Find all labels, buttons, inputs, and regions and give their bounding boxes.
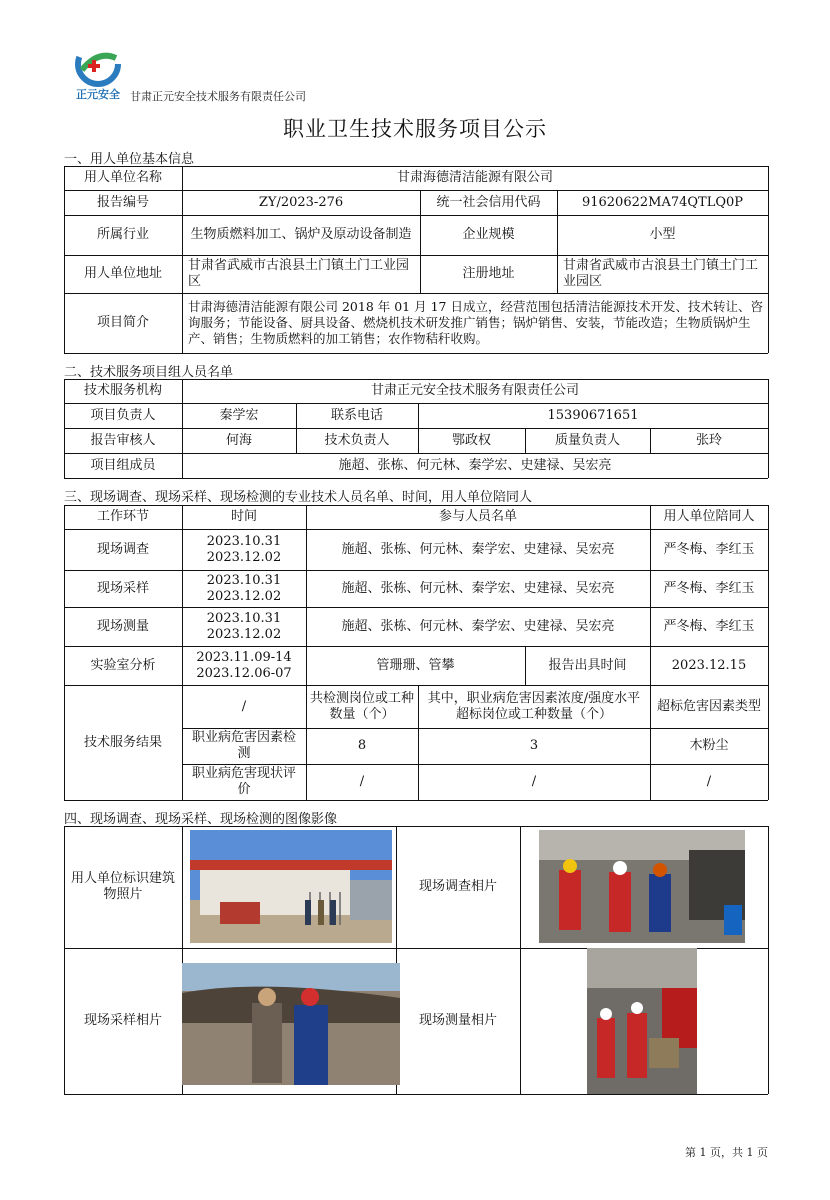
report-no-label: 报告编号 <box>96 194 149 210</box>
col-time: 时间 <box>230 509 257 524</box>
address: 甘肃省武威市古浪县土门镇土门工业园区 <box>188 258 410 289</box>
page-number: 第 1 页，共 1 页 <box>685 1146 768 1159</box>
row-time: 2023.10.31 2023.12.02 <box>206 572 282 604</box>
org-label: 技术服务机构 <box>83 383 162 398</box>
members: 施超、张栋、何元林、秦学宏、史建禄、吴宏亮 <box>338 457 612 473</box>
unit-name: 甘肃海德清洁能源有限公司 <box>396 170 553 185</box>
report-no: ZY/2023-276 <box>258 194 344 210</box>
result-slash: / <box>241 698 247 714</box>
industry: 生物质燃料加工、锅炉及原动设备制造 <box>190 227 412 242</box>
measurement-photo <box>587 948 697 1094</box>
col-stage: 工作环节 <box>96 509 149 524</box>
row-staff: 施超、张栋、何元林、秦学宏、史建禄、吴宏亮 <box>341 541 615 557</box>
row-stage: 现场调查 <box>96 541 149 557</box>
detect-type: 木粉尘 <box>689 738 729 753</box>
section2-heading: 二、技术服务项目组人员名单 <box>64 365 234 380</box>
lab-stage: 实验室分析 <box>90 657 156 673</box>
address-label: 用人单位地址 <box>83 266 162 281</box>
col-total: 共检测岗位或工种数量（个） <box>310 690 415 722</box>
row-escort: 严冬梅、李红玉 <box>663 580 755 596</box>
photo2-label: 现场调查相片 <box>418 879 497 894</box>
reg-address-label: 注册地址 <box>462 266 515 281</box>
eval-label: 职业病危害现状评价 <box>191 766 296 797</box>
row-time: 2023.10.31 2023.12.02 <box>206 610 282 642</box>
phone: 15390671651 <box>547 407 639 423</box>
qa-lead-label: 质量负责人 <box>554 432 620 448</box>
col-escort: 用人单位陪同人 <box>663 509 755 524</box>
col-exceed: 其中，职业病危害因素浓度/强度水平超标岗位或工种数量（个） <box>427 690 641 722</box>
tech-lead: 鄂政权 <box>451 432 491 448</box>
credit-code: 91620622MA74QTLQ0P <box>581 194 744 210</box>
lab-time: 2023.11.09-14 2023.12.06-07 <box>196 649 292 681</box>
reviewer: 何海 <box>225 432 252 448</box>
profile: 甘肃海德清洁能源有限公司 2018 年 01 月 17 日成立，经营范围包括清洁能源技术开发、技术转让、咨询服务；节能设备、厨具设备、燃烧机技术研发推广销售；锅炉销售、安装，节能改造；生物质锅炉生产、销售；生物质燃料的加工销售；农作物秸秆收购。 <box>188 299 763 346</box>
detect-total: 8 <box>357 738 367 753</box>
section3-heading: 三、现场调查、现场采样、现场检测的专业技术人员名单、时间，用人单位陪同人 <box>64 490 533 505</box>
row-stage: 现场采样 <box>96 580 149 596</box>
section1-heading: 一、用人单位基本信息 <box>64 152 195 167</box>
tech-lead-label: 技术负责人 <box>324 432 390 448</box>
col-staff: 参与人员名单 <box>438 509 517 524</box>
members-label: 项目组成员 <box>90 457 156 473</box>
photo3-label: 现场采样相片 <box>83 1013 162 1028</box>
building-photo <box>190 830 392 943</box>
logo-text: 正元安全 <box>76 88 120 101</box>
pm: 秦学宏 <box>219 407 259 423</box>
org: 甘肃正元安全技术服务有限责任公司 <box>370 383 579 398</box>
sampling-photo <box>182 963 400 1085</box>
report-date-label: 报告出具时间 <box>548 657 627 673</box>
page-title: 职业卫生技术服务项目公示 <box>283 117 547 141</box>
credit-code-label: 统一社会信用代码 <box>436 194 541 210</box>
unit-name-label: 用人单位名称 <box>83 170 162 185</box>
pm-label: 项目负责人 <box>90 407 156 423</box>
row-stage: 现场测量 <box>96 618 149 634</box>
scale: 小型 <box>649 227 676 242</box>
lab-staff: 管珊珊、管攀 <box>376 657 455 673</box>
row-escort: 严冬梅、李红玉 <box>663 541 755 557</box>
result-label: 技术服务结果 <box>83 734 162 750</box>
qa-lead: 张玲 <box>695 432 722 448</box>
col-type: 超标危害因素类型 <box>656 698 761 714</box>
row-staff: 施超、张栋、何元林、秦学宏、史建禄、吴宏亮 <box>341 618 615 634</box>
company-header-line: 甘肃正元安全技术服务有限责任公司 <box>130 90 306 103</box>
scale-label: 企业规模 <box>462 227 515 242</box>
reg-address: 甘肃省武威市古浪县土门镇土门工业园区 <box>563 258 759 289</box>
phone-label: 联系电话 <box>330 407 383 423</box>
row-escort: 严冬梅、李红玉 <box>663 618 755 634</box>
investigation-photo <box>539 830 745 943</box>
industry-label: 所属行业 <box>96 227 149 242</box>
eval-total: / <box>359 774 365 789</box>
photo1-label: 用人单位标识建筑物照片 <box>70 871 175 902</box>
profile-label: 项目简介 <box>96 315 149 330</box>
detect-label: 职业病危害因素检测 <box>191 730 296 761</box>
report-date: 2023.12.15 <box>671 657 747 673</box>
section4-heading: 四、现场调查、现场采样、现场检测的图像影像 <box>64 812 338 827</box>
detect-exceed: 3 <box>529 738 539 753</box>
row-staff: 施超、张栋、何元林、秦学宏、史建禄、吴宏亮 <box>341 580 615 596</box>
eval-type: / <box>706 774 712 789</box>
eval-exceed: / <box>531 774 537 789</box>
photo4-label: 现场测量相片 <box>418 1013 497 1028</box>
reviewer-label: 报告审核人 <box>90 432 156 448</box>
row-time: 2023.10.31 2023.12.02 <box>206 533 282 565</box>
company-logo <box>70 40 126 106</box>
